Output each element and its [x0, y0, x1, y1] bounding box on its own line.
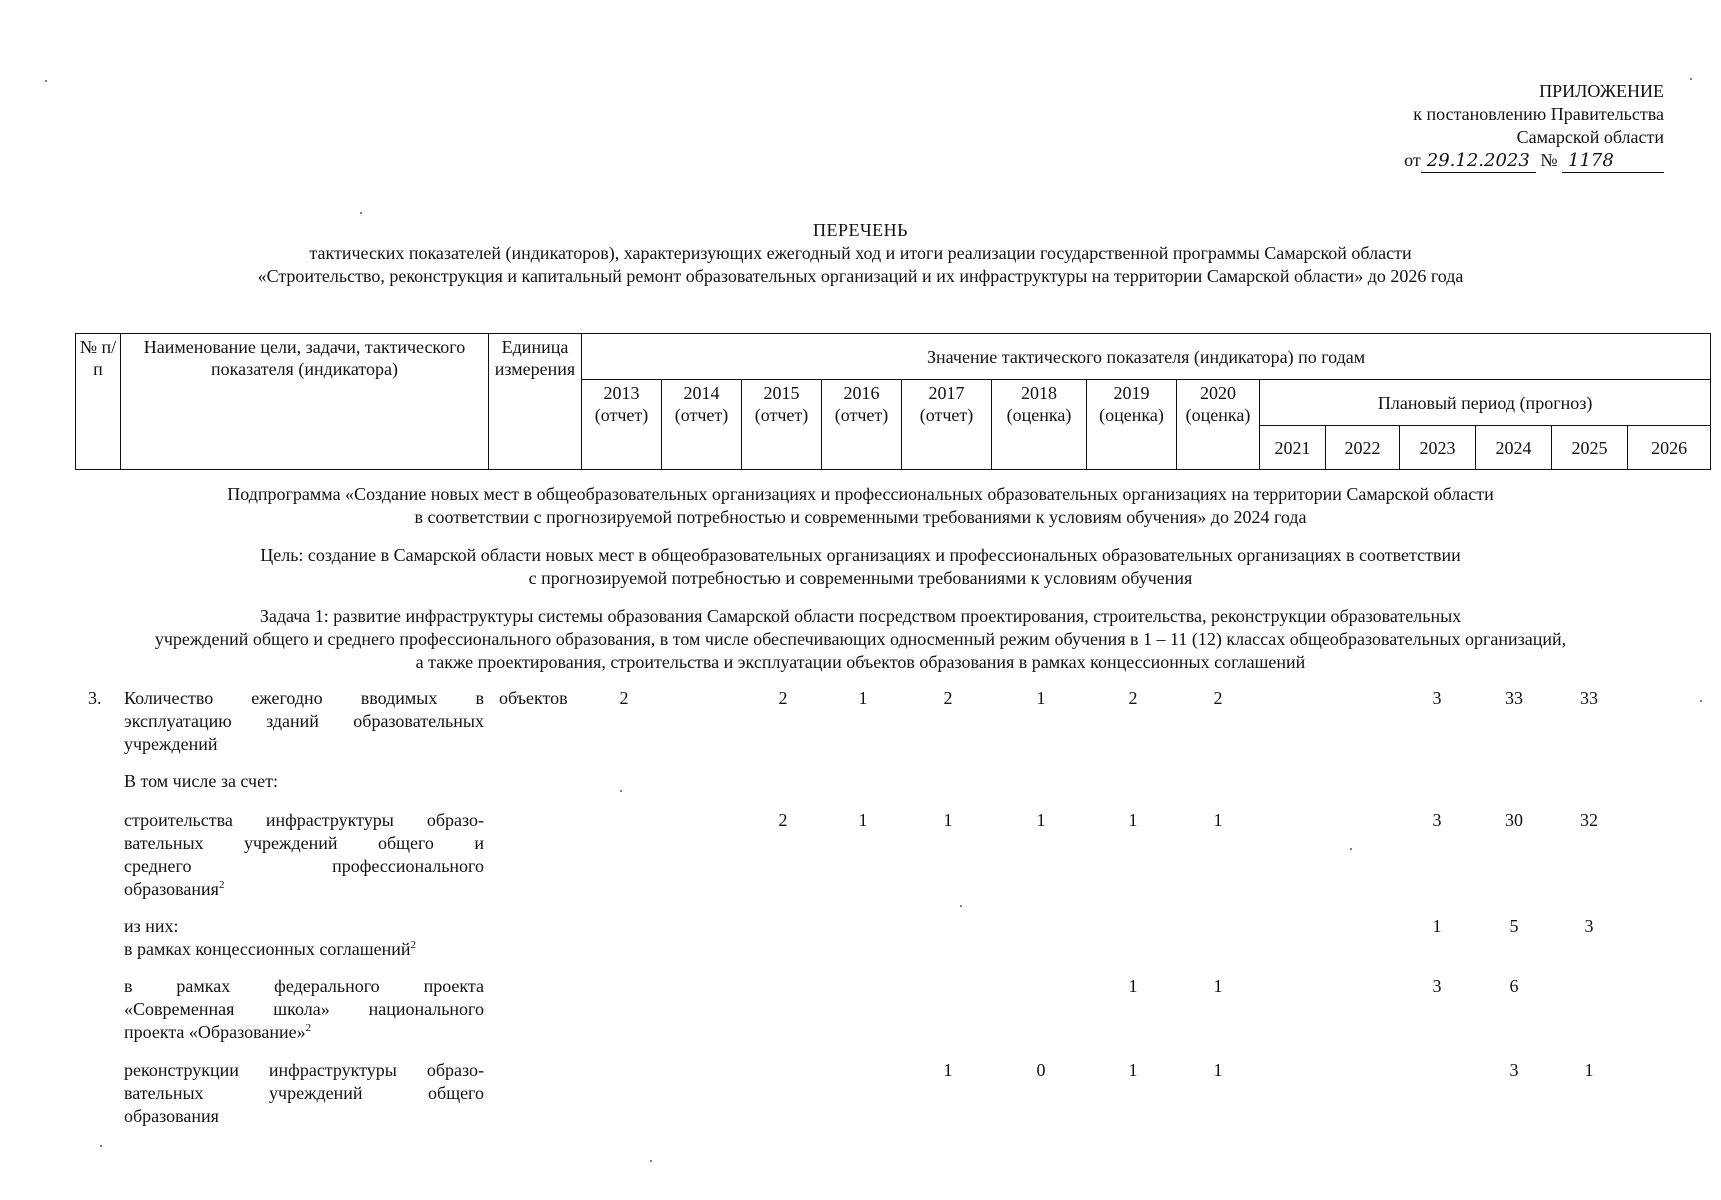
- row-construction-name: [124, 809, 484, 901]
- name-text: проекта «Образование»: [124, 1022, 306, 1042]
- row-federal-project-name: [124, 975, 484, 1044]
- document-title: [0, 219, 1721, 288]
- header-values: Значение тактического показателя (индикатора) по годам: [582, 334, 1711, 380]
- footnote-mark: 2: [218, 879, 225, 891]
- value-2023: 3: [1432, 688, 1442, 708]
- name-text: в рамках концессионных соглашений: [124, 939, 411, 959]
- handwritten-number: 1178: [1562, 149, 1664, 173]
- name-line: [124, 878, 484, 901]
- value-2025: 1: [1584, 1060, 1594, 1080]
- goal-heading: [0, 544, 1721, 590]
- header-year-2016: [822, 380, 902, 470]
- scan-speck: [100, 1145, 102, 1147]
- value-2016: 1: [858, 810, 868, 830]
- name-line: реконструкции инфраструктуры образо-: [124, 1060, 484, 1080]
- value-2024: 33: [1505, 688, 1523, 708]
- header-year-2019: [1087, 380, 1177, 470]
- subprogram-line2: в соответствии с прогнозируемой потребностью и современными требованиями к условиям обучения» до 2024 года: [414, 507, 1307, 527]
- appendix-line2: к постановлению Правительства: [1413, 104, 1664, 124]
- header-unit: Единица измерения: [489, 334, 582, 470]
- row-indicator-name: [124, 687, 484, 756]
- value-2023: 3: [1432, 976, 1442, 996]
- value-2025: 3: [1584, 916, 1594, 936]
- title-line1: тактических показателей (индикаторов), характеризующих ежегодный ход и итоги реализации государственной программы Самарской области: [309, 243, 1412, 263]
- scan-speck: [360, 212, 362, 214]
- name-line: «Современная школа» национального: [124, 999, 484, 1019]
- name-line: вательных учреждений общего: [124, 1083, 484, 1103]
- value-2025: 32: [1580, 810, 1598, 830]
- title-line2: «Строительство, реконструкция и капитальный ремонт образовательных организаций и их инфраструктуры на территории Самарской области» до 2026 года: [257, 266, 1464, 286]
- year-label: 2016: [843, 383, 880, 403]
- header-year-2026: 2026: [1628, 426, 1711, 470]
- subprogram-heading: [0, 483, 1721, 529]
- value-2017: 1: [943, 1060, 953, 1080]
- value-2017: 2: [943, 688, 953, 708]
- year-label: 2013: [603, 383, 640, 403]
- value-2024: 3: [1509, 1060, 1519, 1080]
- year-note: (оценка): [1006, 405, 1072, 425]
- date-prefix: от: [1404, 150, 1421, 170]
- name-line: вательных учреждений общего и: [124, 833, 484, 853]
- value-2019: 2: [1128, 688, 1138, 708]
- value-2019: 1: [1128, 1060, 1138, 1080]
- row-concession-name: [124, 915, 416, 961]
- value-2024: 6: [1509, 976, 1519, 996]
- name-line: учреждений: [124, 734, 218, 754]
- value-2024: 30: [1505, 810, 1523, 830]
- name-line: [124, 1021, 484, 1044]
- handwritten-date: 29.12.2023: [1421, 149, 1536, 173]
- value-2020: 2: [1213, 688, 1223, 708]
- value-2018: 1: [1036, 688, 1046, 708]
- value-2018: 0: [1036, 1060, 1046, 1080]
- year-note: (отчет): [754, 405, 809, 425]
- header-year-2022: 2022: [1326, 426, 1400, 470]
- header-num: № п/п: [76, 334, 121, 470]
- year-note: (отчет): [834, 405, 889, 425]
- appendix-title: ПРИЛОЖЕНИЕ: [1539, 81, 1664, 101]
- value-2020: 1: [1213, 1060, 1223, 1080]
- name-line: из них:: [124, 916, 179, 936]
- value-2019: 1: [1128, 976, 1138, 996]
- value-2015: 2: [778, 810, 788, 830]
- value-2013: 2: [619, 688, 629, 708]
- task-line1: Задача 1: развитие инфраструктуры системы образования Самарской области посредством проектирования, строительства, реконструкции образовательных: [259, 606, 1462, 626]
- year-label: 2014: [683, 383, 720, 403]
- name-line: Количество ежегодно вводимых в: [124, 688, 484, 708]
- year-note: (отчет): [594, 405, 649, 425]
- row-reconstruction-name: [124, 1059, 484, 1128]
- header-year-2025: 2025: [1552, 426, 1628, 470]
- subprogram-line1: Подпрограмма «Создание новых мест в общеобразовательных организациях и профессиональных образовательных организациях на территории Самарской области: [227, 484, 1494, 504]
- appendix-block: [1244, 80, 1664, 173]
- task-line3: а также проектирования, строительства и эксплуатации объектов образования в рамках концессионных соглашений: [415, 652, 1306, 672]
- task-heading: [0, 605, 1721, 674]
- name-line: [124, 938, 416, 961]
- row-unit: объектов: [499, 688, 568, 708]
- header-year-2015: [742, 380, 822, 470]
- value-2020: 1: [1213, 976, 1223, 996]
- header-year-2021: 2021: [1260, 426, 1326, 470]
- name-line: эксплуатацию зданий образовательных: [124, 711, 484, 731]
- year-note: (отчет): [919, 405, 974, 425]
- header-year-2024: 2024: [1476, 426, 1552, 470]
- name-line: среднего профессионального: [124, 856, 484, 876]
- header-year-2020: [1177, 380, 1260, 470]
- name-text: образования: [124, 879, 219, 899]
- scan-speck: [1350, 848, 1352, 850]
- header-year-2017: [902, 380, 992, 470]
- scan-speck: [960, 905, 962, 907]
- scan-speck: [1690, 78, 1692, 80]
- goal-line1: Цель: создание в Самарской области новых мест в общеобразовательных организациях и профессиональных образовательных организациях в соответствии: [260, 545, 1461, 565]
- goal-line2: с прогнозируемой потребностью и современными требованиями к условиям обучения: [528, 568, 1193, 588]
- year-note: (оценка): [1185, 405, 1251, 425]
- year-label: 2020: [1200, 383, 1236, 403]
- year-label: 2017: [928, 383, 965, 403]
- indicators-table-header: [75, 333, 1711, 470]
- value-2024: 5: [1509, 916, 1519, 936]
- name-line: образования: [124, 1106, 219, 1126]
- scan-speck: [1700, 700, 1702, 702]
- value-2018: 1: [1036, 810, 1046, 830]
- header-year-2023: 2023: [1400, 426, 1476, 470]
- task-line2: учреждений общего и среднего профессионального образования, в том числе обеспечивающих односменный режим обучения в 1 – 11 (12) классах общеобразовательных организаций,: [154, 629, 1567, 649]
- row-number: 3.: [88, 688, 102, 708]
- year-note: (отчет): [674, 405, 729, 425]
- year-label: 2015: [763, 383, 800, 403]
- value-2023: 1: [1432, 916, 1442, 936]
- year-note: (оценка): [1099, 405, 1164, 425]
- value-2017: 1: [943, 810, 953, 830]
- scan-speck: [650, 1160, 652, 1162]
- footnote-mark: 2: [305, 1022, 312, 1034]
- scan-speck: [620, 790, 622, 792]
- name-line: строительства инфраструктуры образо-: [124, 810, 484, 830]
- value-2016: 1: [858, 688, 868, 708]
- header-year-2014: [662, 380, 742, 470]
- appendix-date-line: [1244, 149, 1664, 173]
- number-prefix: №: [1540, 150, 1558, 170]
- year-label: 2018: [1021, 383, 1057, 403]
- header-year-2018: [992, 380, 1087, 470]
- value-2025: 33: [1580, 688, 1598, 708]
- scan-speck: [45, 80, 47, 82]
- value-2020: 1: [1213, 810, 1223, 830]
- including-label: В том числе за счет:: [124, 771, 278, 791]
- header-name: Наименование цели, задачи, тактического показателя (индикатора): [121, 334, 489, 470]
- header-year-2013: [582, 380, 662, 470]
- appendix-line3: Самарской области: [1516, 127, 1664, 147]
- name-line: в рамках федерального проекта: [124, 976, 484, 996]
- title-heading: ПЕРЕЧЕНЬ: [812, 220, 909, 240]
- footnote-mark: 2: [410, 939, 417, 951]
- value-2019: 1: [1128, 810, 1138, 830]
- value-2015: 2: [778, 688, 788, 708]
- value-2023: 3: [1432, 810, 1442, 830]
- year-label: 2019: [1113, 383, 1150, 403]
- header-planned-period: Плановый период (прогноз): [1260, 380, 1711, 426]
